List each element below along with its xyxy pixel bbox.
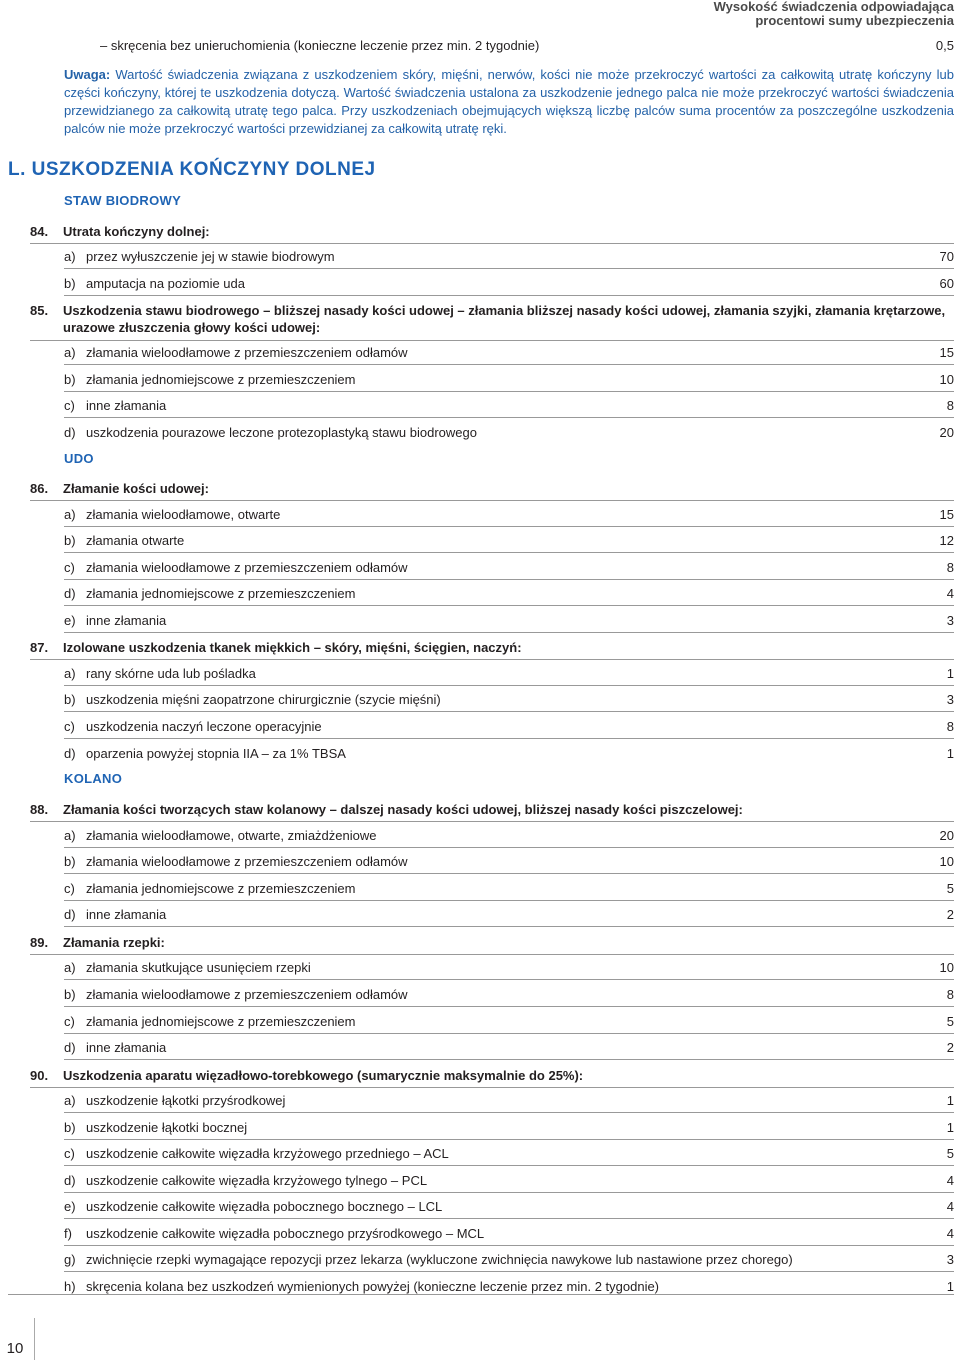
item-text: uszkodzenie całkowite więzadła pobocznego przyśrodkowego – MCL — [86, 1226, 485, 1241]
item-value: 20 — [939, 828, 954, 843]
item-text: uszkodzenia pourazowe leczone protezoplastyką stawu biodrowego — [86, 425, 477, 440]
item-letter: c) — [64, 881, 75, 896]
item-text: inne złamania — [86, 613, 167, 628]
list-item — [64, 613, 954, 630]
question-text: Złamanie kości udowej: — [63, 481, 209, 496]
item-text: – skręcenia bez unieruchomienia (konieczne leczenie przez min. 2 tygodnie) — [100, 38, 540, 53]
divider — [64, 1245, 954, 1246]
list-item — [64, 1093, 954, 1110]
divider — [64, 268, 954, 269]
item-text: złamania jednomiejscowe z przemieszczeniem — [86, 881, 356, 896]
item-value: 4 — [946, 1173, 954, 1188]
item-value: 10 — [939, 960, 954, 975]
item-letter: d) — [64, 1040, 76, 1055]
question-text: Utrata kończyny dolnej: — [63, 224, 210, 239]
item-letter: b) — [64, 1120, 76, 1135]
item-text: inne złamania — [86, 398, 167, 413]
item-text: złamania wieloodłamowe z przemieszczeniem odłamów — [86, 345, 408, 360]
question-text: Złamania rzepki: — [63, 935, 165, 950]
item-value: 60 — [939, 276, 954, 291]
divider — [64, 364, 954, 365]
item-value: 2 — [946, 907, 954, 922]
item-letter: a) — [64, 507, 76, 522]
item-letter: d) — [64, 746, 76, 761]
item-letter: b) — [64, 854, 76, 869]
subsection-udo: UDO — [64, 451, 94, 466]
item-value: 4 — [946, 1226, 954, 1241]
item-text: zwichnięcie rzepki wymagające repozycji przez lekarza (wykluczone zwichnięcia nawykowe lub nastawione przez chorego) — [86, 1252, 793, 1267]
question-text: Uszkodzenia stawu biodrowego – bliższej nasady kości udowej – złamania bliższej nasady kości udowej, złamania szyjki, złamania krętarzowe, urazowe złuszczenia głowy kości udowej: — [63, 303, 946, 335]
divider — [30, 500, 954, 501]
divider — [64, 391, 954, 392]
list-item — [64, 987, 954, 1004]
note-paragraph — [64, 66, 954, 138]
item-letter: h) — [64, 1279, 76, 1294]
question-text: Złamania kości tworzących staw kolanowy – dalszej nasady kości udowej, bliższej nasady kości piszczelowej: — [63, 802, 743, 817]
divider — [64, 1192, 954, 1193]
item-value: 1 — [946, 1120, 954, 1135]
divider — [30, 954, 954, 955]
list-item — [64, 1199, 954, 1216]
divider — [64, 1112, 954, 1113]
item-letter: a) — [64, 666, 76, 681]
item-text: uszkodzenie całkowite więzadła krzyżowego tylnego – PCL — [86, 1173, 428, 1188]
item-text: inne złamania — [86, 907, 167, 922]
item-value: 5 — [946, 1014, 954, 1029]
item-letter: a) — [64, 345, 76, 360]
divider — [64, 1059, 954, 1060]
list-item — [64, 398, 954, 415]
column-header-line2: procentowi sumy ubezpieczenia — [755, 13, 954, 28]
list-item — [64, 533, 954, 550]
divider — [64, 295, 954, 296]
item-value: 20 — [939, 425, 954, 440]
list-item — [64, 507, 954, 524]
item-value: 1 — [946, 746, 954, 761]
item-value: 12 — [939, 533, 954, 548]
item-value: 3 — [946, 613, 954, 628]
item-value: 2 — [946, 1040, 954, 1055]
page-number: 10 — [6, 1340, 24, 1357]
question-number: 88. — [30, 802, 49, 817]
list-item — [64, 1146, 954, 1163]
item-letter: e) — [64, 613, 76, 628]
page-margin-line — [34, 1318, 35, 1360]
question-number: 90. — [30, 1068, 49, 1083]
divider — [64, 847, 954, 848]
item-letter: d) — [64, 586, 76, 601]
list-item — [64, 746, 954, 763]
item-value: 8 — [946, 719, 954, 734]
divider — [30, 243, 954, 244]
item-text: złamania jednomiejscowe z przemieszczeniem — [86, 372, 356, 387]
item-text: złamania wieloodłamowe z przemieszczeniem odłamów — [86, 560, 408, 575]
item-text: złamania wieloodłamowe, otwarte, zmiażdżeniowe — [86, 828, 377, 843]
divider — [64, 1006, 954, 1007]
item-letter: a) — [64, 1093, 76, 1108]
list-item — [64, 692, 954, 709]
divider — [30, 659, 954, 660]
note-text: Wartość świadczenia związana z uszkodzeniem skóry, mięśni, nerwów, kości nie może przekroczyć wartości za całkowitą utratę kończyny lub części kończyny, której te uszkodzenia dotyczą. Wartość świadczenia ustalona za uszkodzenie jednego palca nie może przekroczyć wartości świadczenia przewidzianego za całkowitą utratę tego palca. Przy uszkodzeniach obejmujących większą liczbę palców suma procentów za poszczególne uszkodzenia palców nie może przekroczyć wartości przewidzianej za całkowitą utratę ręki. — [64, 67, 954, 136]
item-text: uszkodzenie łąkotki bocznej — [86, 1120, 248, 1135]
divider — [64, 1165, 954, 1166]
item-value: 8 — [946, 398, 954, 413]
list-item — [64, 854, 954, 871]
item-value: 10 — [939, 372, 954, 387]
list-item — [64, 586, 954, 603]
item-letter: f) — [64, 1226, 72, 1241]
item-letter: a) — [64, 960, 76, 975]
item-text: rany skórne uda lub pośladka — [86, 666, 256, 681]
divider — [30, 821, 954, 822]
divider — [64, 873, 954, 874]
bottom-divider — [8, 1294, 954, 1295]
item-text: złamania jednomiejscowe z przemieszczeniem — [86, 1014, 356, 1029]
divider — [30, 1087, 954, 1088]
divider — [64, 1271, 954, 1272]
question-text: Uszkodzenia aparatu więzadłowo-torebkowego (sumarycznie maksymalnie do 25%): — [63, 1068, 584, 1083]
divider — [64, 632, 954, 633]
list-item — [64, 1252, 954, 1269]
item-text: złamania wieloodłamowe z przemieszczeniem odłamów — [86, 987, 408, 1002]
question-text: Izolowane uszkodzenia tkanek miękkich – skóry, mięśni, ścięgien, naczyń: — [63, 640, 522, 655]
divider — [64, 711, 954, 712]
item-value: 3 — [946, 1252, 954, 1267]
item-text: uszkodzenie całkowite więzadła krzyżowego przedniego – ACL — [86, 1146, 449, 1161]
divider — [64, 417, 954, 418]
list-item — [64, 907, 954, 924]
item-value: 1 — [946, 666, 954, 681]
item-value: 3 — [946, 692, 954, 707]
item-value: 5 — [946, 1146, 954, 1161]
list-item — [64, 249, 954, 266]
item-letter: c) — [64, 1146, 75, 1161]
item-value: 8 — [946, 560, 954, 575]
list-item — [64, 1173, 954, 1190]
divider — [64, 926, 954, 927]
item-letter: c) — [64, 1014, 75, 1029]
item-text: złamania wieloodłamowe z przemieszczeniem odłamów — [86, 854, 408, 869]
question-number: 86. — [30, 481, 49, 496]
item-value: 0,5 — [935, 38, 954, 53]
item-value: 1 — [946, 1093, 954, 1108]
list-item — [64, 881, 954, 898]
divider — [64, 605, 954, 606]
list-item — [64, 666, 954, 683]
divider — [64, 1139, 954, 1140]
item-letter: b) — [64, 987, 76, 1002]
item-text: uszkodzenie łąkotki przyśrodkowej — [86, 1093, 286, 1108]
item-text: uszkodzenia mięśni zaopatrzone chirurgicznie (szycie mięśni) — [86, 692, 441, 707]
item-letter: c) — [64, 398, 75, 413]
item-value: 4 — [946, 1199, 954, 1214]
item-value: 1 — [946, 1279, 954, 1294]
column-header-line1: Wysokość świadczenia odpowiadająca — [713, 0, 954, 14]
divider — [30, 340, 954, 341]
note-label: Uwaga: — [64, 67, 111, 82]
list-item — [64, 372, 954, 389]
list-item — [64, 276, 954, 293]
section-title: L. USZKODZENIA KOŃCZYNY DOLNEJ — [8, 159, 376, 180]
item-text: złamania otwarte — [86, 533, 185, 548]
list-item — [64, 1120, 954, 1137]
item-text: złamania jednomiejscowe z przemieszczeniem — [86, 586, 356, 601]
divider — [64, 552, 954, 553]
item-letter: b) — [64, 276, 76, 291]
item-letter: b) — [64, 533, 76, 548]
question-number: 87. — [30, 640, 49, 655]
item-letter: d) — [64, 907, 76, 922]
subsection-kolano: KOLANO — [64, 771, 123, 786]
item-letter: d) — [64, 1173, 76, 1188]
item-value: 15 — [939, 507, 954, 522]
list-item — [64, 1226, 954, 1243]
item-letter: b) — [64, 692, 76, 707]
item-text: skręcenia kolana bez uszkodzeń wymienionych powyżej (konieczne leczenie przez min. 2 tygodnie) — [86, 1279, 660, 1294]
list-item — [64, 345, 954, 362]
list-item — [64, 560, 954, 577]
item-letter: e) — [64, 1199, 76, 1214]
item-value: 10 — [939, 854, 954, 869]
item-letter: d) — [64, 425, 76, 440]
divider — [64, 685, 954, 686]
question-number: 85. — [30, 303, 49, 318]
item-value: 4 — [946, 586, 954, 601]
list-item — [64, 425, 954, 442]
subsection-staw-biodrowy: STAW BIODROWY — [64, 193, 182, 208]
item-letter: g) — [64, 1252, 76, 1267]
item-letter: a) — [64, 828, 76, 843]
item-text: oparzenia powyżej stopnia IIA – za 1% TBSA — [86, 746, 346, 761]
item-text: uszkodzenie całkowite więzadła pobocznego bocznego – LCL — [86, 1199, 443, 1214]
item-text: inne złamania — [86, 1040, 167, 1055]
item-letter: b) — [64, 372, 76, 387]
list-item — [64, 960, 954, 977]
item-text: uszkodzenia naczyń leczone operacyjnie — [86, 719, 322, 734]
divider — [64, 526, 954, 527]
list-item — [64, 1014, 954, 1031]
item-value: 70 — [939, 249, 954, 264]
item-value: 5 — [946, 881, 954, 896]
divider — [64, 579, 954, 580]
item-value: 15 — [939, 345, 954, 360]
divider — [64, 900, 954, 901]
question-number: 89. — [30, 935, 49, 950]
item-text: przez wyłuszczenie jej w stawie biodrowym — [86, 249, 335, 264]
item-letter: a) — [64, 249, 76, 264]
divider — [64, 1218, 954, 1219]
divider — [64, 979, 954, 980]
item-text: złamania skutkujące usunięciem rzepki — [86, 960, 311, 975]
divider — [64, 1033, 954, 1034]
list-item — [100, 38, 954, 54]
item-text: złamania wieloodłamowe, otwarte — [86, 507, 281, 522]
item-letter: c) — [64, 719, 75, 734]
column-header — [714, 0, 954, 28]
list-item — [64, 1040, 954, 1057]
item-letter: c) — [64, 560, 75, 575]
item-text: amputacja na poziomie uda — [86, 276, 245, 291]
list-item — [64, 719, 954, 736]
item-value: 8 — [946, 987, 954, 1002]
list-item — [64, 828, 954, 845]
question-number: 84. — [30, 224, 49, 239]
divider — [64, 738, 954, 739]
